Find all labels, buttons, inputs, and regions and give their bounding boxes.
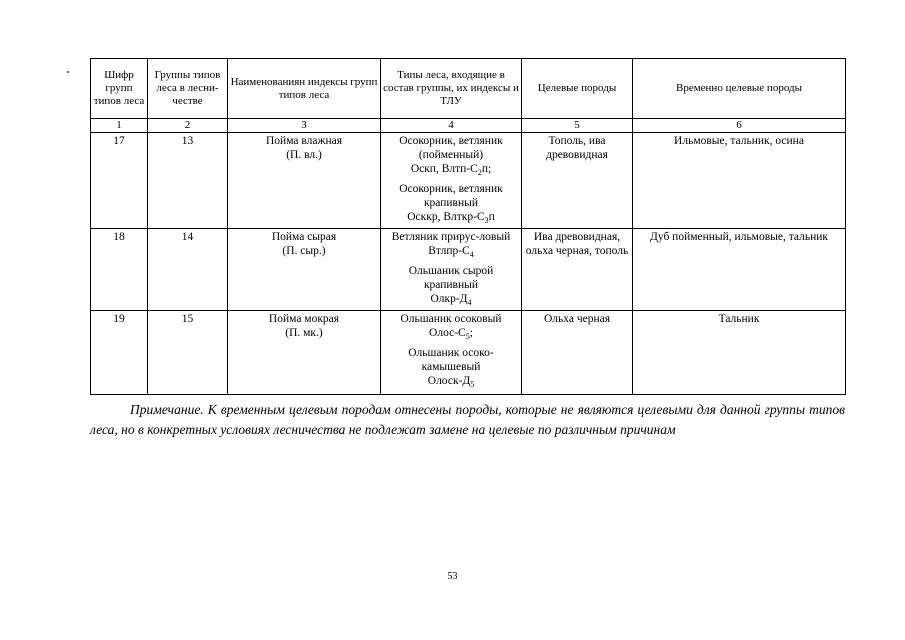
forest-type-name: Ольшаник сырой крапивный [408, 265, 494, 291]
header-cell: Временно целевые породы [633, 59, 846, 119]
forest-type [383, 230, 519, 258]
column-number: 3 [228, 119, 381, 133]
forest-type [383, 346, 519, 388]
types-cell [381, 133, 522, 229]
temporary-cell: Ильмовые, тальник, осина [633, 133, 846, 229]
column-number-row [91, 119, 846, 133]
target-cell: Ива древовидная, ольха черная, тополь [522, 229, 633, 311]
forest-type [383, 182, 519, 224]
page-number: 53 [447, 571, 458, 582]
group-index: (П. сыр.) [282, 245, 326, 257]
index-subscript: 4 [469, 250, 474, 259]
temporary-cell: Тальник [633, 311, 846, 395]
group-name: Пойма мокрая [268, 313, 340, 325]
name-cell [228, 133, 381, 229]
table-row [91, 311, 846, 395]
forest-type-line [383, 230, 519, 258]
table-row [91, 133, 846, 229]
table-body [91, 133, 846, 395]
forest-type [383, 312, 519, 340]
forest-type-index [383, 326, 519, 340]
table-row [91, 229, 846, 311]
forest-type [383, 264, 519, 306]
forest-types-table [90, 58, 846, 395]
table-note: Примечание. К временным целевым породам отнесены породы, которые не являются целевыми для данной группы типов леса, но в конкретных условиях лесничества не подлежат замене на целевые по различным причинам [90, 402, 845, 437]
forest-type-index [383, 162, 519, 176]
index-suffix: ; [469, 327, 473, 339]
column-number: 4 [381, 119, 522, 133]
forest-type-name: Осокорник, ветляник крапивный [399, 183, 503, 209]
code-cell: 19 [91, 311, 148, 395]
group-cell: 15 [148, 311, 228, 395]
forest-type-index [383, 210, 519, 224]
code-cell: 18 [91, 229, 148, 311]
index-suffix: п [488, 211, 495, 223]
index-text: Оскп, Влтп-С [410, 163, 478, 175]
group-index: (П. вл.) [286, 149, 322, 161]
forest-type-name: Ольшаник осоковый [400, 313, 502, 325]
index-subscript: 2 [477, 168, 482, 177]
group-cell: 14 [148, 229, 228, 311]
index-text: Олоск-Д [427, 375, 471, 387]
column-number: 2 [148, 119, 228, 133]
table-header-row [91, 59, 846, 119]
index-subscript: 3 [484, 216, 489, 225]
group-index: (П. мк.) [285, 327, 323, 339]
index-text: Осккр, Влткр-С [407, 211, 485, 223]
forest-type-index [383, 292, 519, 306]
forest-type-name: Ольшаник осоко-камышевый [408, 347, 494, 373]
column-number: 1 [91, 119, 148, 133]
forest-type [383, 134, 519, 176]
header-cell: Наименованиян индексы групп типов леса [228, 59, 381, 119]
index-text: Олкр-Д [430, 293, 468, 305]
forest-type-index [383, 374, 519, 388]
index-suffix: п; [481, 163, 492, 175]
column-number: 6 [633, 119, 846, 133]
target-cell: Ольха черная [522, 311, 633, 395]
header-cell: Группы типов леса в лесни-честве [148, 59, 228, 119]
group-name: Пойма влажная [265, 135, 342, 147]
forest-type-name: Ветляник прирус-ловый Втлпр-С [391, 231, 511, 257]
group-cell: 13 [148, 133, 228, 229]
index-subscript: 5 [465, 332, 470, 341]
temporary-cell: Дуб пойменный, ильмовые, тальник [633, 229, 846, 311]
name-cell [228, 229, 381, 311]
name-cell [228, 311, 381, 395]
header-cell: Типы леса, входящие в состав группы, их индексы и ТЛУ [381, 59, 522, 119]
group-name: Пойма сырая [271, 231, 337, 243]
index-text: Олос-С [429, 327, 466, 339]
target-cell: Тополь, ива древовидная [522, 133, 633, 229]
types-cell [381, 229, 522, 311]
index-subscript: 5 [470, 380, 475, 389]
header-cell: Шифр групп типов леса [91, 59, 148, 119]
header-cell: Целевые породы [522, 59, 633, 119]
forest-type-name: Осокорник, ветляник (пойменный) [399, 135, 503, 161]
code-cell: 17 [91, 133, 148, 229]
index-subscript: 4 [467, 298, 472, 307]
scan-speck [67, 71, 69, 73]
types-cell [381, 311, 522, 395]
column-number: 5 [522, 119, 633, 133]
